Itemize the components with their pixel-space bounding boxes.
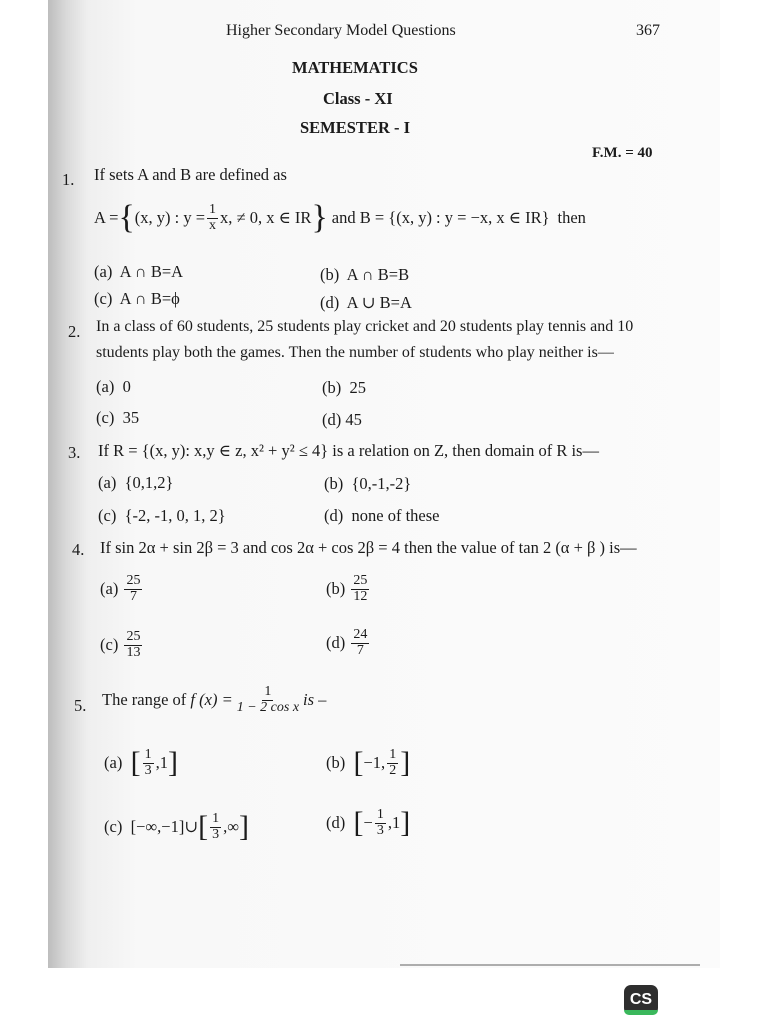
q1-number: 1.: [62, 170, 75, 189]
right-brace: }: [311, 199, 328, 236]
option-fraction: [210, 812, 221, 842]
option-label: (c): [98, 506, 117, 525]
option-label: (b): [322, 378, 342, 397]
q2-option-d[interactable]: [322, 410, 362, 430]
frac-num: 1: [144, 747, 152, 762]
frac-den: 7: [356, 642, 364, 658]
option-label: (b): [326, 579, 346, 599]
q2-line1: In a class of 60 students, 25 students play cricket and 20 students play tennis and 10: [96, 318, 634, 335]
option-text: {-2, -1, 0, 1, 2}: [124, 506, 226, 525]
option-label: (b): [320, 265, 340, 284]
option-rest: ,1: [155, 753, 168, 773]
q2-line2: students play both the games. Then the number of students who play neither is—: [96, 344, 614, 361]
q5-option-b[interactable]: [326, 748, 410, 778]
frac-num: 1: [389, 747, 397, 762]
frac-num: 25: [126, 573, 141, 588]
q5-suffix: is –: [303, 690, 327, 710]
frac-num: 25: [126, 629, 141, 644]
q5-func: f (x) =: [190, 690, 233, 710]
option-label: (c): [94, 289, 113, 308]
option-label: (a): [104, 753, 123, 773]
q5-prefix: The range of: [102, 690, 187, 710]
q4-option-b[interactable]: [326, 574, 371, 604]
option-text: {0,-1,-2}: [351, 474, 412, 493]
full-marks: F.M. = 40: [592, 145, 653, 161]
frac-den: 13: [126, 644, 141, 660]
frac-den: 7: [129, 588, 137, 604]
q1-option-b[interactable]: [320, 265, 409, 285]
q4-text: If sin 2α + sin 2β = 3 and cos 2α + cos 2β = 4 then the value of tan 2 (α + β ) is—: [100, 538, 637, 557]
option-fraction: [351, 574, 369, 604]
q5-fraction: [235, 685, 301, 715]
option-text: none of these: [351, 506, 440, 525]
frac-den: 1 − 2 cos x: [236, 699, 300, 715]
q4-option-c[interactable]: [100, 630, 144, 660]
q5-text: [102, 685, 326, 715]
option-text: 45: [345, 410, 362, 429]
q3-option-a[interactable]: [98, 473, 173, 493]
camscanner-logo: CS: [624, 985, 658, 1015]
option-label: (d): [322, 410, 342, 429]
q2-option-c[interactable]: [96, 408, 139, 428]
option-fraction: [124, 574, 142, 604]
frac-num: 25: [353, 573, 368, 588]
q1-frac-den: x: [209, 217, 217, 233]
option-text: A ∩ B=A: [119, 262, 184, 281]
q4-option-a[interactable]: [100, 574, 144, 604]
book-title: Higher Secondary Model Questions: [226, 22, 456, 39]
q1-set-b: and B = {(x, y) : y = −x, x ∈ IR}: [331, 208, 550, 227]
q4-number: 4.: [72, 540, 85, 559]
option-fraction: [351, 628, 369, 658]
q3-number: 3.: [68, 443, 81, 462]
right-bracket: ]: [400, 746, 411, 780]
semester-title: SEMESTER - I: [300, 118, 411, 137]
option-fraction: [124, 630, 142, 660]
option-label: (c): [104, 817, 123, 837]
right-bracket: ]: [239, 810, 250, 844]
q5-option-d[interactable]: [326, 808, 410, 838]
frac-den: 3: [144, 762, 152, 778]
page-edge-line: [400, 964, 700, 966]
left-bracket: [: [353, 806, 364, 840]
q5-option-c[interactable]: [104, 812, 249, 842]
right-bracket: ]: [400, 806, 411, 840]
q1-then: then: [557, 208, 586, 227]
option-label: (c): [100, 635, 119, 655]
q1-option-c[interactable]: [94, 289, 180, 309]
option-label: (c): [96, 408, 115, 427]
option-rest: ,1: [387, 813, 401, 833]
option-fraction: [387, 748, 398, 778]
q2-option-a[interactable]: [96, 377, 131, 397]
frac-den: 2: [389, 762, 397, 778]
left-bracket: [: [353, 746, 364, 780]
class-title: Class - XI: [323, 89, 393, 108]
q1-set-definition: [94, 196, 586, 240]
q1-fraction: [207, 203, 218, 233]
subject-title: MATHEMATICS: [292, 58, 418, 77]
q1-option-d[interactable]: [320, 293, 412, 313]
q5-option-a[interactable]: [104, 748, 178, 778]
option-label: (d): [324, 506, 344, 525]
option-text: A ∩ B=ϕ: [119, 289, 180, 308]
q3-option-d[interactable]: [324, 506, 439, 526]
frac-num: 1: [376, 807, 384, 822]
q5-number: 5.: [74, 696, 87, 715]
frac-den: 3: [212, 826, 220, 842]
option-text: A ∩ B=B: [346, 265, 410, 284]
left-bracket: [: [130, 746, 141, 780]
q3-option-b[interactable]: [324, 474, 411, 494]
q1-set-a-prefix: A =: [94, 208, 119, 227]
option-label: (d): [326, 633, 346, 653]
option-text: 35: [122, 408, 140, 427]
option-text: 0: [122, 377, 131, 396]
option-pre: −: [363, 813, 373, 833]
option-label: (a): [100, 579, 119, 599]
frac-den: 12: [353, 588, 368, 604]
option-fraction: [143, 748, 154, 778]
option-label: (b): [324, 474, 344, 493]
right-bracket: ]: [167, 746, 178, 780]
q1-set-a-tail: x, ≠ 0, x ∈ IR: [220, 208, 312, 227]
left-bracket: [: [198, 810, 209, 844]
frac-num: 24: [353, 627, 368, 642]
option-label: (a): [96, 377, 115, 396]
frac-den: 3: [376, 822, 384, 838]
q2-number: 2.: [68, 322, 81, 341]
option-rest: ,∞: [223, 817, 240, 837]
option-label: (b): [326, 753, 346, 773]
frac-num: 1: [264, 684, 272, 699]
option-label: (d): [320, 293, 340, 312]
q4-option-d[interactable]: [326, 628, 371, 658]
option-text: A ∪ B=A: [346, 293, 412, 312]
option-label: (d): [326, 813, 346, 833]
option-pre: [−∞,−1]∪: [130, 817, 199, 837]
option-text: 25: [349, 378, 366, 397]
q2-option-b[interactable]: [322, 378, 366, 398]
page-number: 367: [636, 22, 660, 39]
option-fraction: [375, 808, 386, 838]
option-label: (a): [94, 262, 113, 281]
q1-frac-num: 1: [209, 201, 217, 217]
q3-text: If R = {(x, y): x,y ∈ z, x² + y² ≤ 4} is a relation on Z, then domain of R is—: [98, 441, 599, 460]
q1-stem: If sets A and B are defined as: [94, 165, 287, 184]
q1-option-a[interactable]: [94, 262, 183, 282]
q3-option-c[interactable]: [98, 506, 226, 526]
option-label: (a): [98, 473, 117, 492]
q1-set-a-body: (x, y) : y =: [134, 208, 206, 227]
frac-num: 1: [212, 811, 220, 826]
option-pre: −1,: [363, 753, 386, 773]
left-brace: {: [118, 199, 135, 236]
option-text: {0,1,2}: [124, 473, 174, 492]
